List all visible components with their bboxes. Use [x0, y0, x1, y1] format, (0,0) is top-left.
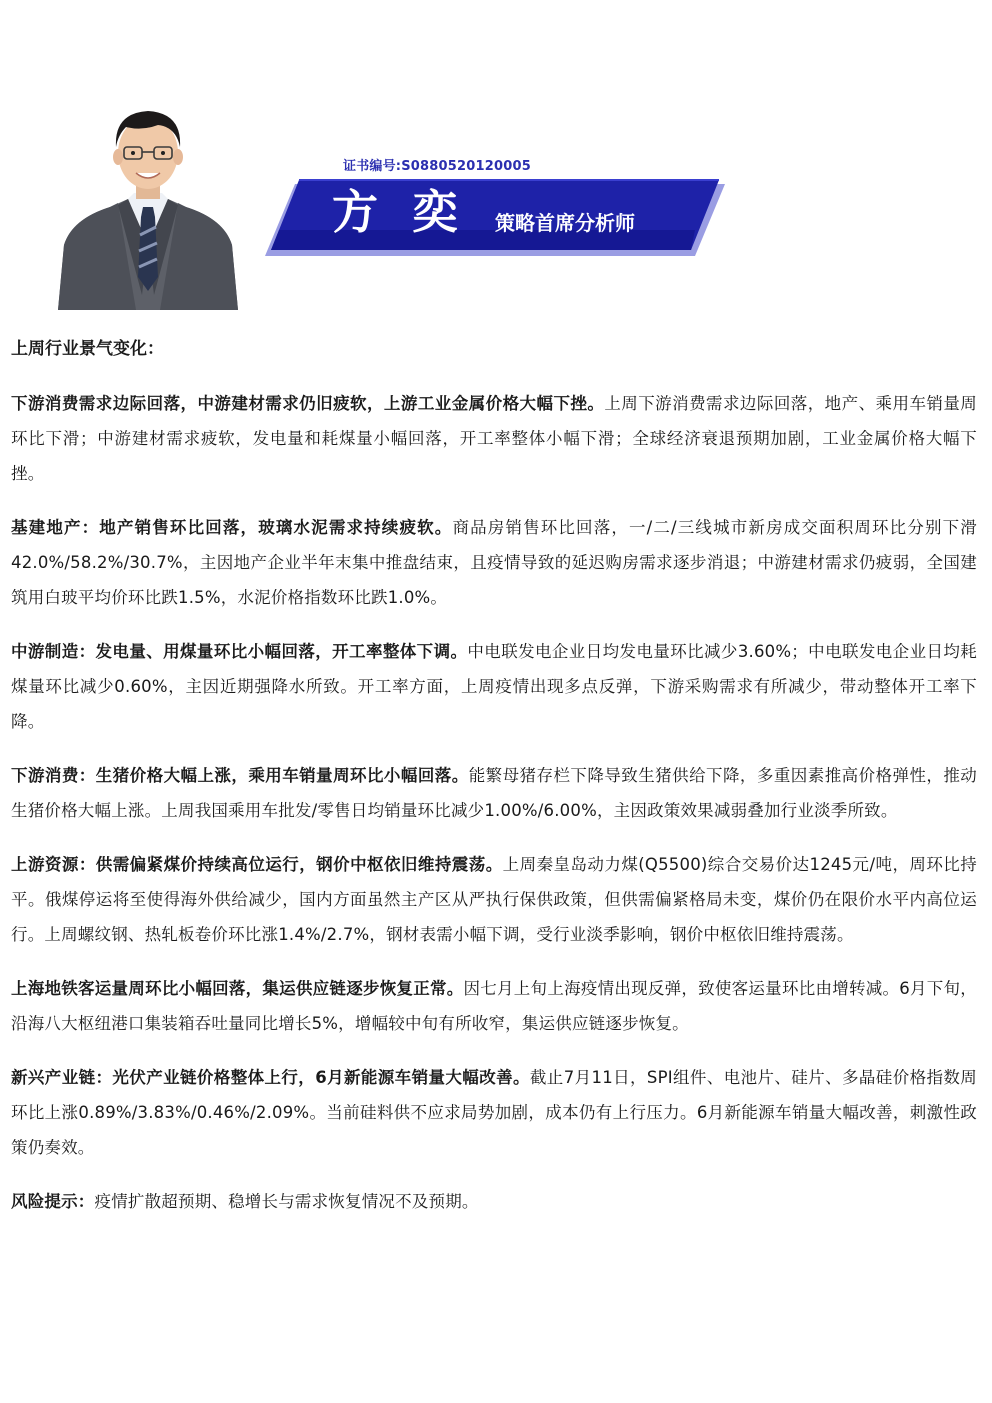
paragraph-downstream-consumption: [11, 758, 977, 828]
analyst-header: [0, 0, 992, 320]
paragraph-body: 商品房销售环比回落，一/二/三线城市新房成交面积周环比分别下滑42.0%/58.2%/30.7%，主因地产企业半年末集中推盘结束，且疫情导致的延迟购房需求逐步消退；中游建材需求仍疲弱，全国建筑用白玻平均价环比跌1.5%，水泥价格指数环比跌1.0%。: [11, 518, 978, 607]
analyst-name: 方奕: [332, 185, 492, 239]
paragraph-lead: 基建地产：地产销售环比回落，玻璃水泥需求持续疲软。: [11, 518, 453, 537]
paragraph-overview: [11, 386, 977, 491]
paragraph-lead: 下游消费：生猪价格大幅上涨，乘用车销量周环比小幅回落。: [11, 766, 469, 785]
paragraph-upstream-resources: [11, 847, 977, 952]
paragraph-lead: 新兴产业链：光伏产业链价格整体上行，6月新能源车销量大幅改善。: [11, 1068, 530, 1087]
paragraph-lead: 上游资源：供需偏紧煤价持续高位运行，钢价中枢依旧维持震荡。: [11, 855, 503, 874]
paragraph-risk-warning: [11, 1184, 977, 1219]
weekly-summary: [11, 332, 977, 1219]
paragraph-shanghai-transport: [11, 971, 977, 1041]
paragraph-body: 疫情扩散超预期、稳增长与需求恢复情况不及预期。: [94, 1192, 479, 1211]
paragraph-body: 中电联发电企业日均发电量环比减少3.60%；中电联发电企业日均耗煤量环比减少0.60%，主因近期强降水所致。开工率方面，上周疫情出现多点反弹，下游采购需求有所减少，带动整体开工率下降。: [11, 642, 977, 731]
paragraph-body: 能繁母猪存栏下降导致生猪供给下降，多重因素推高价格弹性，推动生猪价格大幅上涨。上周我国乘用车批发/零售日均销量环比减少1.00%/6.00%，主因政策效果减弱叠加行业淡季所致。: [11, 766, 978, 820]
paragraph-lead: 中游制造：发电量、用煤量环比小幅回落，开工率整体下调。: [11, 642, 468, 661]
paragraph-body: 上周秦皇岛动力煤(Q5500)综合交易价达1245元/吨，周环比持平。俄煤停运将至使得海外供给减少，国内方面虽然主产区从严执行保供政策，但供需偏紧格局未变，煤价仍在限价水平内高位运行。上周螺纹钢、热轧板卷价环比涨1.4%/2.7%，钢材表需小幅下调，受行业淡季影响，钢价中枢依旧维持震荡。: [11, 855, 977, 944]
analyst-title: 策略首席分析师: [495, 211, 635, 235]
paragraph-emerging-industries: [11, 1060, 977, 1165]
certificate-number: 证书编号:S0880520120005: [343, 159, 531, 174]
paragraph-midstream-manufacturing: [11, 634, 977, 739]
paragraph-lead: 上海地铁客运量周环比小幅回落，集运供应链逐步恢复正常。: [11, 979, 464, 998]
paragraph-body: 上周下游消费需求边际回落，地产、乘用车销量周环比下滑；中游建材需求疲软，发电量和耗煤量小幅回落，开工率整体小幅下滑；全球经济衰退预期加剧，工业金属价格大幅下挫。: [11, 394, 977, 483]
paragraph-body: 因七月上旬上海疫情出现反弹，致使客运量环比由增转减。6月下旬，沿海八大枢纽港口集装箱吞吐量同比增长5%，增幅较中旬有所收窄，集运供应链逐步恢复。: [11, 979, 977, 1033]
paragraph-infrastructure-property: [11, 510, 977, 615]
paragraph-lead: 下游消费需求边际回落，中游建材需求仍旧疲软，上游工业金属价格大幅下挫。: [11, 394, 605, 413]
paragraph-body: 截止7月11日，SPI组件、电池片、硅片、多晶硅价格指数周环比上涨0.89%/3.83%/0.46%/2.09%。当前硅料供不应求局势加剧，成本仍有上行压力。6月新能源车销量大幅改善，刺激性政策仍奏效。: [11, 1068, 977, 1157]
section-heading: 上周行业景气变化：: [11, 339, 164, 359]
paragraph-lead: 风险提示：: [11, 1192, 95, 1211]
analyst-portrait: [58, 95, 238, 310]
